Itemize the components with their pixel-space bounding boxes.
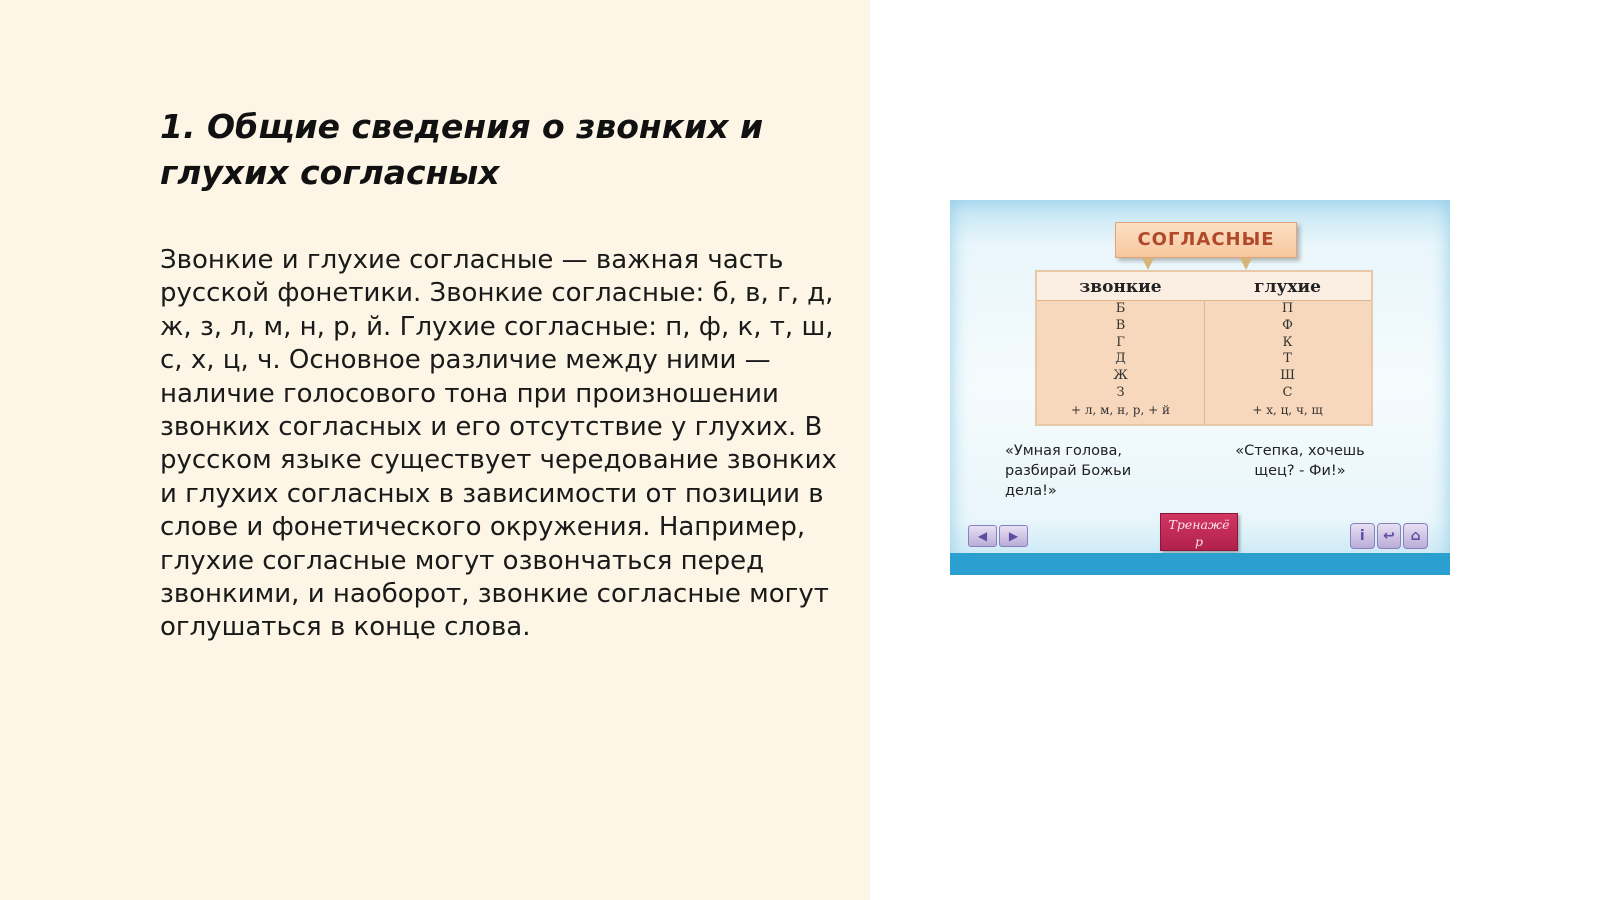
nav-arrows bbox=[968, 525, 1028, 547]
voiceless-extra: + х, ц, ч, щ bbox=[1252, 402, 1323, 417]
slide-body-text: Звонкие и глухие согласные — важная часть русской фонетики. Звонкие согласные: б, в, г, д, ж, з, л, м, н, р, й. Глухие согласные: п, ф, к, т, ш, с, х, ц, ч. Основное различие между ними — наличие голосового тона при произношении звонких согласных и его отсутствие у глухих. В русском языке существует чередование звонких и глухих согласных в зависимости от позиции в слове и фонетического окружения. Например, глухие согласные могут озвончаться перед звонкими, и наоборот, звонкие согласные могут оглушаться в конце слова. bbox=[160, 245, 837, 643]
voiceless-column bbox=[1204, 272, 1371, 424]
voiced-letter: В bbox=[1115, 317, 1126, 333]
voiceless-letter: Ф bbox=[1282, 317, 1293, 333]
banner-arrow-right bbox=[1240, 258, 1252, 270]
voiceless-heading: глухие bbox=[1204, 272, 1371, 301]
figure-banner: СОГЛАСНЫЕ bbox=[1115, 222, 1297, 258]
voiced-heading: звонкие bbox=[1037, 272, 1204, 301]
prev-arrow-icon[interactable]: ◀ bbox=[968, 525, 997, 547]
consonants-table bbox=[1035, 270, 1373, 426]
voiceless-letter: К bbox=[1282, 334, 1293, 350]
voiced-letter: Д bbox=[1115, 351, 1126, 367]
info-icon[interactable]: i bbox=[1350, 523, 1375, 549]
back-icon[interactable]: ↩ bbox=[1377, 523, 1402, 549]
home-icon[interactable]: ⌂ bbox=[1403, 523, 1428, 549]
voiceless-letter: С bbox=[1282, 384, 1293, 400]
voiceless-letter: П bbox=[1281, 301, 1294, 316]
tool-icons bbox=[1350, 523, 1428, 549]
voiceless-letter: Ш bbox=[1280, 368, 1295, 384]
voiceless-letter: Т bbox=[1283, 351, 1292, 367]
quote-voiced: «Умная голова, разбирай Божьи дела!» bbox=[1005, 443, 1132, 499]
quote-voiceless: «Степка, хочешь щец? - Фи!» bbox=[1235, 443, 1365, 479]
voiced-letter: Б bbox=[1115, 301, 1126, 316]
figure-bottom-bar bbox=[950, 553, 1450, 575]
voiced-letter: З bbox=[1116, 384, 1125, 400]
consonants-figure bbox=[950, 200, 1450, 575]
slide-title: 1. Общие сведения о звонких и глухих согласных bbox=[160, 107, 764, 192]
voiced-extra: + л, м, н, р, + й bbox=[1071, 402, 1170, 417]
next-arrow-icon[interactable]: ▶ bbox=[999, 525, 1028, 547]
voiced-column bbox=[1037, 272, 1205, 424]
voiced-letter: Г bbox=[1116, 334, 1125, 350]
banner-arrow-left bbox=[1142, 258, 1154, 270]
trainer-button[interactable]: Тренажёр bbox=[1160, 513, 1238, 551]
voiced-letter: Ж bbox=[1113, 368, 1128, 384]
